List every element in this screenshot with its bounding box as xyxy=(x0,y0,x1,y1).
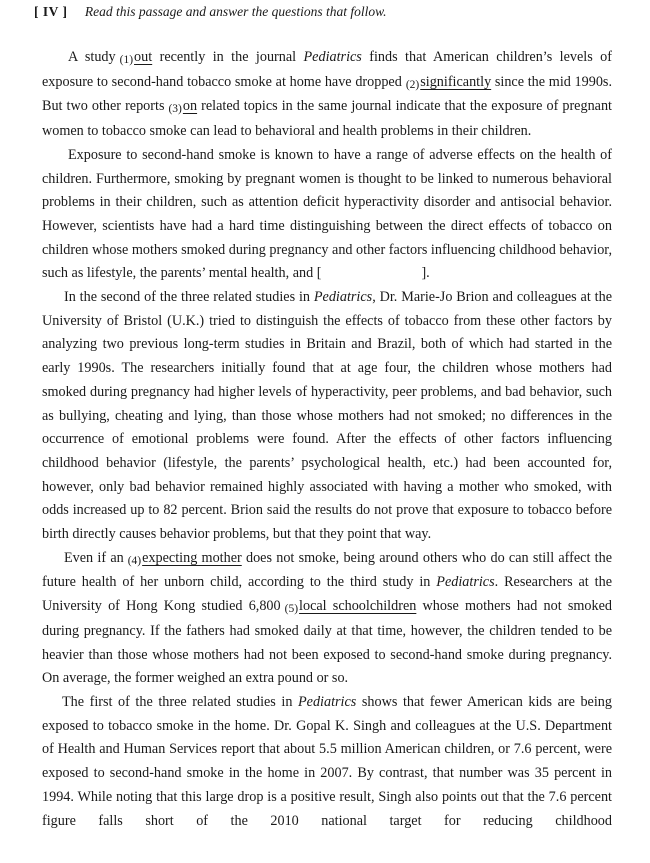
question-marker-2: (2) xyxy=(405,78,420,91)
journal-name: Pediatrics xyxy=(313,289,373,306)
text: shows that fewer American kids are being exposed to tobacco smoke in the home. Dr. Gopal K. Singh and colleagues at the U.S. Department of Health and Human Services report that about 5.5 million American children, or 7.6 percent, were exposed to second-hand smoke in the home in 2007. By contrast, that number was 35 percent in 1994. While noting that this large drop is a positive result, Singh also points out that the 7.6 percent figure falls short of the 2010 national target for reducing childhood xyxy=(42,693,612,829)
underlined-phrase-4: expecting mother xyxy=(142,549,242,566)
text: ]. xyxy=(421,265,430,282)
text: , Dr. Marie-Jo Brion and colleagues at the University of Bristol (U.K.) tried to distinguish the effects of tobacco from these other factors by analyzing two previous long-term studies in Britain and Brazil, both of which had started in the early 1990s. The researchers initially found that at age four, the children whose mothers had smoked during pregnancy had higher levels of hyperactivity, peer problems, and bad behavior, such as bullying, cheating and lying, than those whose mothers had not smoked; no differences in the occurrence of emotional problems were found. After the effects of other factors influencing childhood behavior (lifestyle, the parents’ psychological health, etc.) had been accounted for, however, only bad behavior remained highly associated with having a mother who smoked, with odds increased up to 82 percent. Brion said the results do not prove that exposure to tobacco before birth directly causes behavior problems, but that they point that way. xyxy=(42,289,612,543)
section-header xyxy=(34,3,387,21)
paragraph-1 xyxy=(42,46,612,144)
text: does not smoke, being around others who do can still affect the future health of her unborn child, according to the third study in xyxy=(42,549,612,591)
journal-name: Pediatrics xyxy=(298,693,357,710)
question-marker-3: (3) xyxy=(168,103,182,116)
question-marker-5: (5) xyxy=(284,603,299,616)
text: related topics in the same journal indicate that the exposure of pregnant women to tobacco smoke can lead to behavioral and health problems in their children. xyxy=(42,98,612,140)
text: . Researchers at the University of Hong Kong studied 6,800 xyxy=(42,574,612,615)
underlined-phrase-5: local schoolchildren xyxy=(299,598,417,615)
paragraph-5 xyxy=(42,691,612,833)
reading-passage xyxy=(42,46,612,833)
underlined-phrase-3: on xyxy=(182,98,198,115)
text: In the second of the three related studies in xyxy=(64,289,314,306)
paragraph-2 xyxy=(42,144,612,286)
text: Exposure to second-hand smoke is known to have a range of adverse effects on the health of children. Furthermore, smoking by pregnant women is thought to be linked to numerous behavioral problems in their children, such as attention deficit hyperactivity disorder and antisocial behavior. However, scientists have had a hard time distinguishing between the direct effects of tobacco on children whose mothers smoked during pregnancy and other factors influencing childhood behavior, such as lifestyle, the parents’ mental health, and [ xyxy=(42,146,612,282)
underlined-phrase-2: significantly xyxy=(420,73,492,90)
text: recently in the journal xyxy=(152,49,304,65)
journal-name: Pediatrics xyxy=(303,49,362,65)
text: A study xyxy=(68,49,116,65)
text: since the mid 1990s. But two other reports xyxy=(42,73,613,115)
underlined-phrase-1: out xyxy=(134,49,153,65)
question-marker-1: (1) xyxy=(119,54,134,66)
text: whose mothers had not smoked during pregnancy. If the fathers had smoked daily at that time, however, the children tended to be heavier than those whose mothers had not been exposed to second-hand smoke during pregnancy. On average, the former weighed an extra pound or so. xyxy=(42,598,612,687)
instruction-text: Read this passage and answer the questions that follow. xyxy=(84,4,387,19)
journal-name: Pediatrics xyxy=(436,574,495,591)
paragraph-3 xyxy=(42,286,612,547)
text: The first of the three related studies in xyxy=(62,693,298,710)
section-number: [ IV ] xyxy=(34,4,68,19)
question-marker-4: (4) xyxy=(127,554,142,567)
text: Even if an xyxy=(64,549,124,566)
paragraph-4 xyxy=(42,547,612,691)
text: finds that American children’s levels of exposure to second-hand tobacco smoke at home have dropped xyxy=(42,49,612,90)
